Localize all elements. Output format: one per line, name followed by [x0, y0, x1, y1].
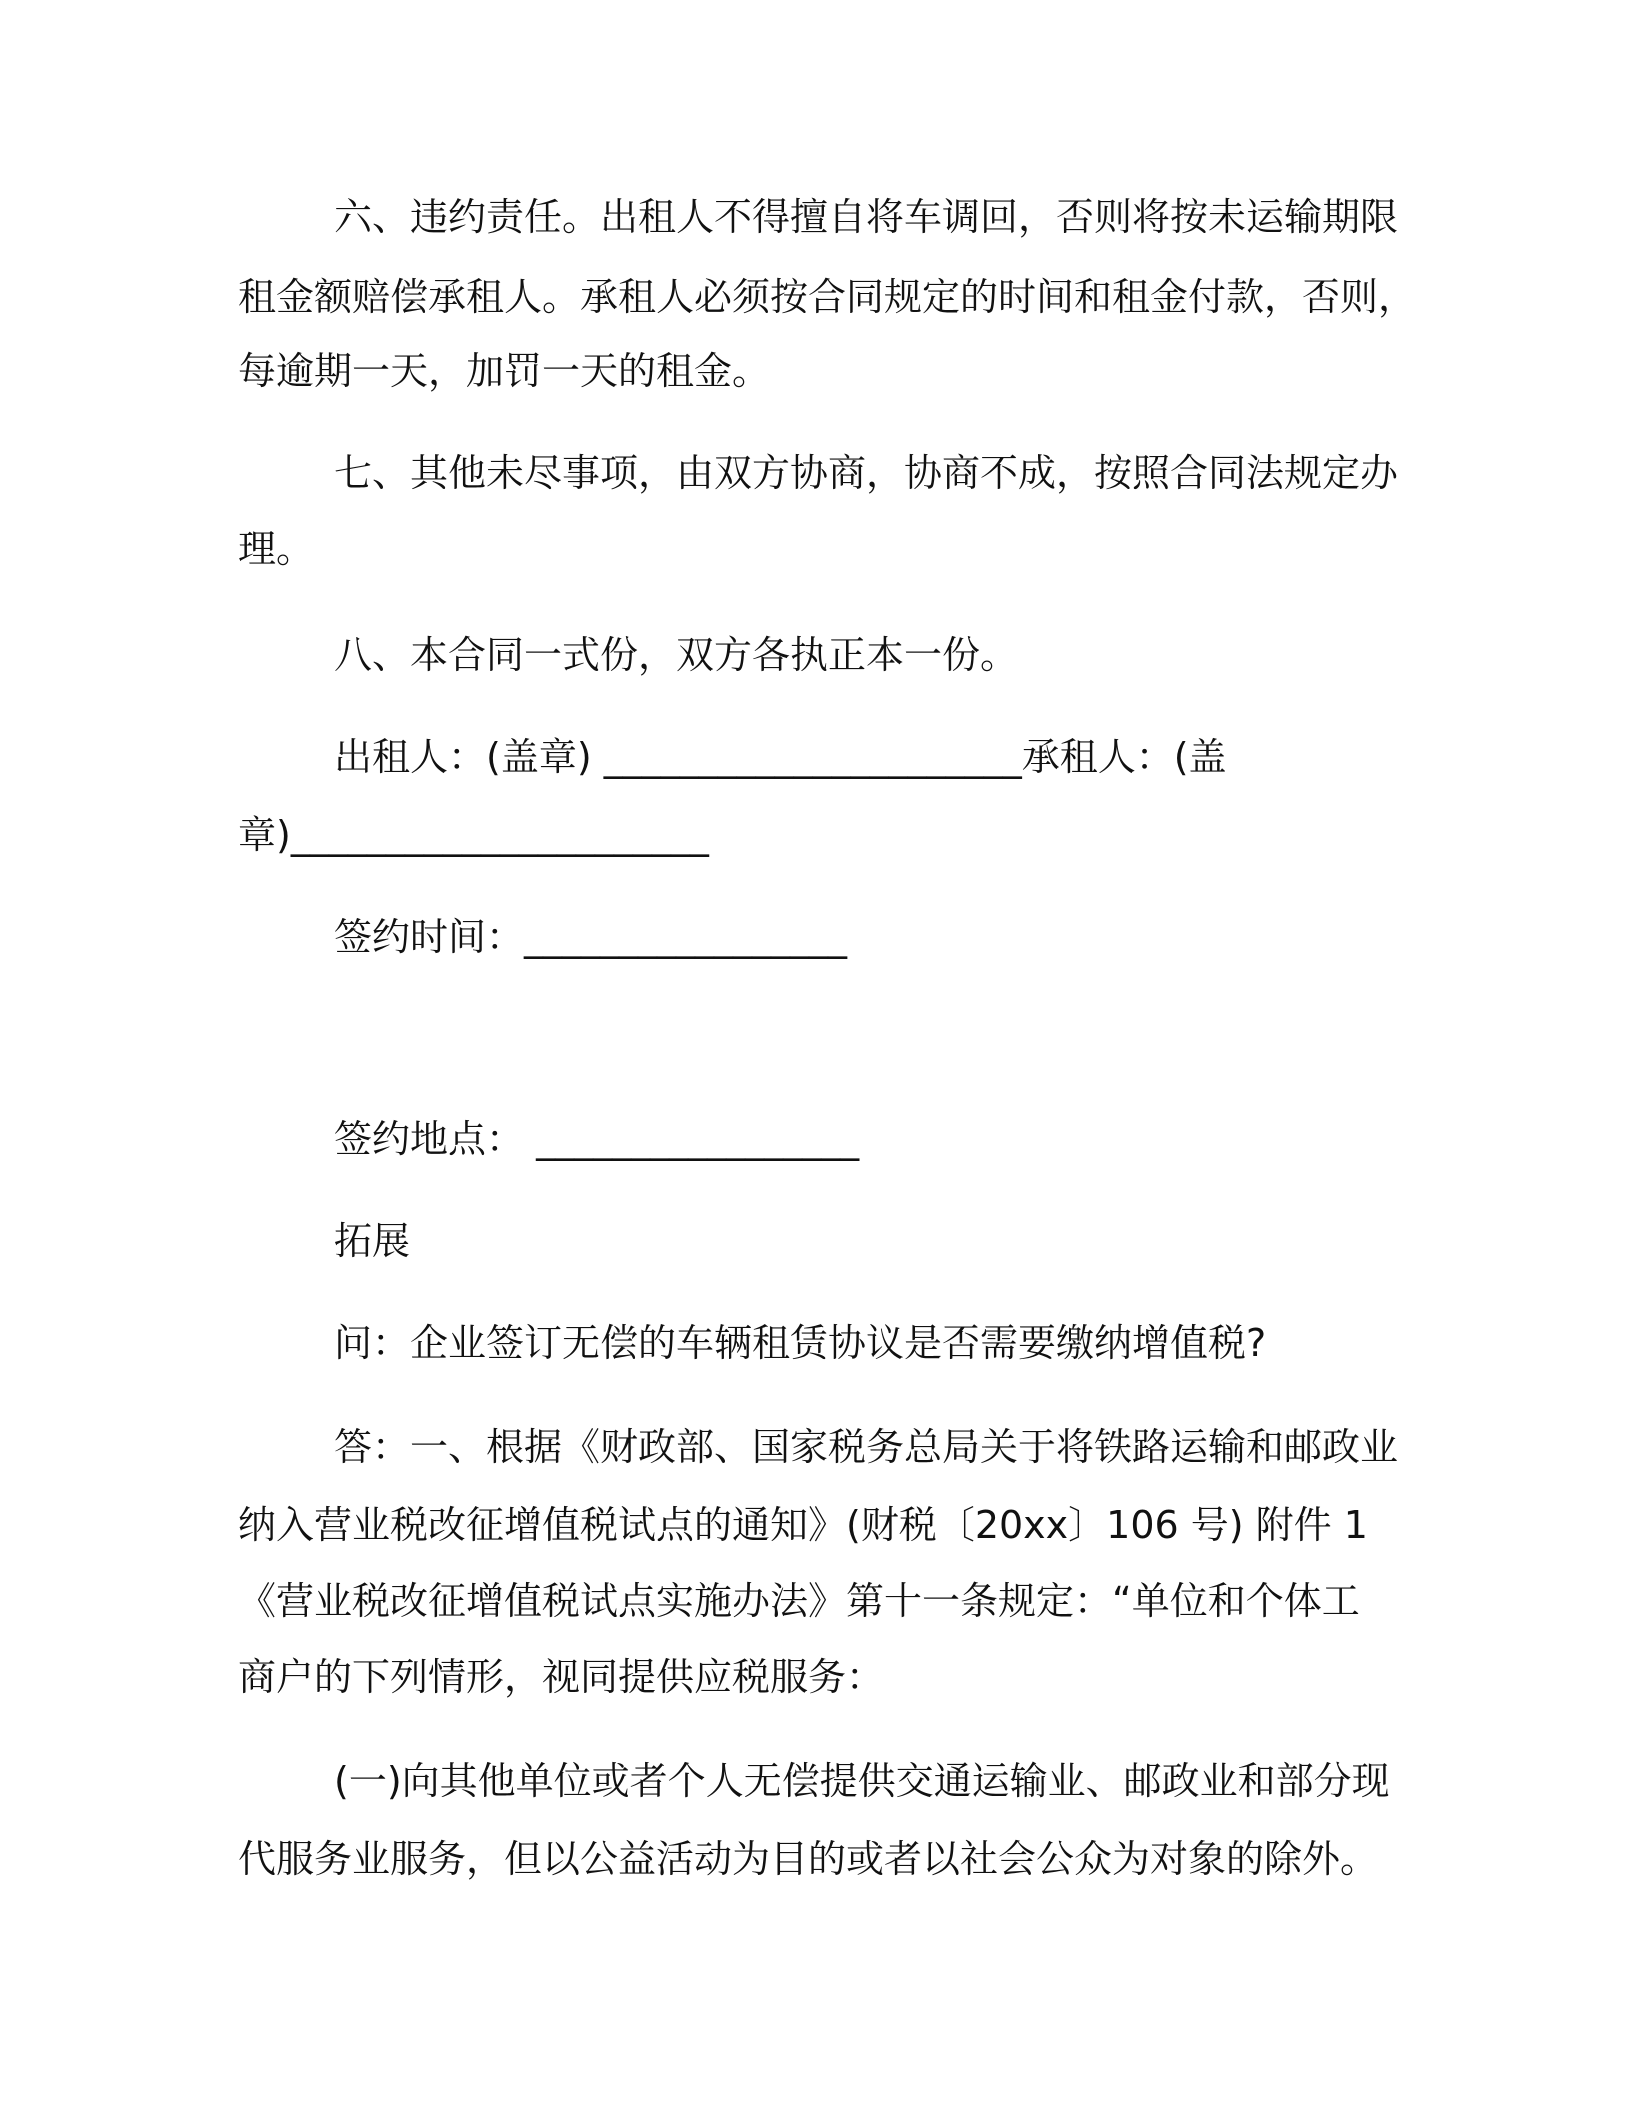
answer-line-2: 纳入营业税改征增值税试点的通知》(财税〔20xx〕106 号) 附件 1 — [238, 1503, 1368, 1547]
sign-place-line: 签约地点： _________________ — [334, 1117, 860, 1161]
clause-6-line-1: 六、违约责任。出租人不得擅自将车调回，否则将按未运输期限 — [334, 195, 1399, 239]
clause-7-line-2: 理。 — [238, 527, 315, 571]
clause-6-line-2: 租金额赔偿承租人。承租人必须按合同规定的时间和租金付款，否则， — [238, 275, 1417, 319]
sign-date-line: 签约时间：_________________ — [334, 915, 848, 959]
section-heading-extension: 拓展 — [334, 1219, 411, 1263]
item-1-line-1: (一)向其他单位或者个人无偿提供交通运输业、邮政业和部分现 — [334, 1759, 1390, 1803]
question-line: 问：企业签订无偿的车辆租赁协议是否需要缴纳增值税? — [334, 1321, 1267, 1365]
answer-line-3: 《营业税改征增值税试点实施办法》第十一条规定：“单位和个体工 — [238, 1579, 1360, 1623]
answer-line-1: 答：一、根据《财政部、国家税务总局关于将铁路运输和邮政业 — [334, 1425, 1399, 1469]
clause-8-line: 八、本合同一式份，双方各执正本一份。 — [334, 633, 1019, 677]
clause-7-line-1: 七、其他未尽事项，由双方协商，协商不成，按照合同法规定办 — [334, 451, 1399, 495]
answer-line-4: 商户的下列情形，视同提供应税服务： — [238, 1655, 885, 1699]
item-1-line-2: 代服务业服务，但以公益活动为目的或者以社会公众为对象的除外。 — [238, 1837, 1379, 1881]
signature-parties-line-2: 章)______________________ — [238, 813, 709, 857]
signature-parties-line-1: 出租人：(盖章) ______________________承租人：(盖 — [334, 735, 1227, 779]
clause-6-line-3: 每逾期一天，加罚一天的租金。 — [238, 349, 771, 393]
